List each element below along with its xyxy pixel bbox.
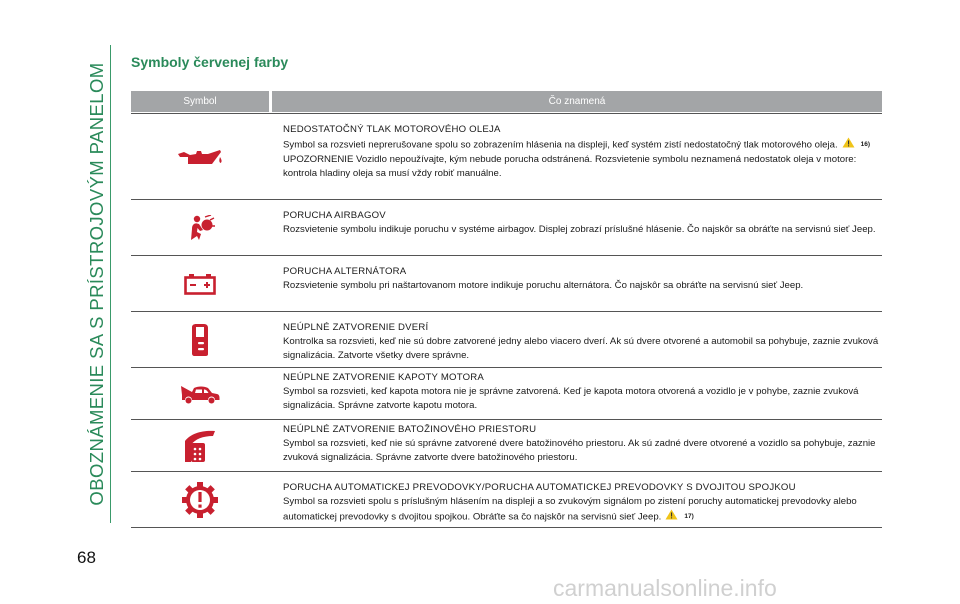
table-row <box>131 199 882 255</box>
row-body: Symbol sa rozsvieti, keď nie sú správne zatvorené dvere batožinového priestoru. Ak sú zadné dvere otvorené a vozidlo sa pohybuje, zaznie zvuková signalizácia. Správne zatvorte dvere batožinového priestoru. <box>283 438 876 463</box>
liftgate-open-icon <box>131 420 269 471</box>
row-text <box>283 481 881 525</box>
table-bottom-rule <box>131 527 882 528</box>
table-row <box>131 419 882 471</box>
row-title: PORUCHA AIRBAGOV <box>283 210 386 221</box>
row-text <box>283 265 881 293</box>
table-row <box>131 311 882 367</box>
table-row <box>131 367 882 419</box>
row-title: PORUCHA AUTOMATICKEJ PREVODOVKY/PORUCHA AUTOMATICKEJ PREVODOVKY S DVOJITOU SPOJKOU <box>283 482 796 493</box>
transmission-fault-icon <box>131 472 269 528</box>
row-text <box>283 423 881 465</box>
row-title: NEDOSTATOČNÝ TLAK MOTOROVÉHO OLEJA <box>283 124 501 135</box>
reference-note: 17) <box>684 513 694 520</box>
table-row <box>131 113 882 199</box>
chapter-title: OBOZNÁMENIE SA S PRÍSTROJOVÝM PANELOM <box>86 62 107 506</box>
page-number: 68 <box>77 548 96 567</box>
row-body: Kontrolka sa rozsvieti, keď nie sú dobre zatvorené jedny alebo viacero dverí. Ak sú dvere otvorené a automobil sa pohybuje, zaznie zvuková signalizácia. Zatvorte všetky dvere správne. <box>283 336 879 361</box>
row-body: Symbol sa rozsvieti spolu s príslušným hlásením na displeji a so zvukovým signálom po zistení poruchy automatickej prevodovky alebo automatickej prevodovky s dvojitou spojkou. Obráťte sa čo najskôr na servisnú sieť Jeep. <box>283 496 857 523</box>
warning-triangle-icon <box>665 509 678 525</box>
section-heading: Symboly červenej farby <box>131 54 289 70</box>
row-note: UPOZORNENIE Vozidlo nepoužívajte, kým nebude porucha odstránená. Rozsvietenie symbolu neznamená nedostatok oleja v motore: kontrola hladiny oleja sa musí vždy robiť manuálne. <box>283 154 857 179</box>
row-title: NEÚPLNE ZATVORENIE KAPOTY MOTORA <box>283 372 484 383</box>
watermark: carmanualsonline.info <box>553 575 777 601</box>
column-header-symbol: Symbol <box>131 91 269 112</box>
row-body: Rozsvietenie symbolu indikuje poruchu v systéme airbagov. Displej zobrazí príslušné hlásenie. Čo najskôr sa obráťte na servisnú sieť Jeep. <box>283 224 876 235</box>
row-text <box>283 123 881 181</box>
row-text <box>283 209 881 237</box>
row-body: Symbol sa rozsvieti, keď kapota motora nie je správne zatvorená. Keď je kapota motora otvorená a vozidlo je v pohybe, zaznie zvuková signalizácia. Správne zatvorte kapotu motora. <box>283 386 859 411</box>
reference-note: 16) <box>860 141 871 148</box>
hood-open-icon <box>131 368 269 419</box>
table-row <box>131 255 882 311</box>
warning-triangle-icon <box>842 137 855 153</box>
row-title: NEÚPLNÉ ZATVORENIE BATOŽINOVÉHO PRIESTORU <box>283 424 537 435</box>
row-text <box>283 371 881 413</box>
row-text <box>283 321 881 363</box>
row-body: Symbol sa rozsvieti neprerušovane spolu so zobrazením hlásenia na displeji, keď systém zistí nedostatočný tlak motorového oleja. <box>283 139 838 151</box>
chapter-rule <box>110 45 111 523</box>
oil-can-icon <box>131 114 269 199</box>
door-open-icon <box>131 312 269 367</box>
column-header-meaning: Čo znamená <box>272 91 882 112</box>
battery-icon <box>131 256 269 311</box>
row-title: NEÚPLNÉ ZATVORENIE DVERÍ <box>283 322 429 333</box>
row-title: PORUCHA ALTERNÁTORA <box>283 266 407 277</box>
table-row <box>131 471 882 528</box>
airbag-icon <box>131 200 269 255</box>
row-body: Rozsvietenie symbolu pri naštartovanom motore indikuje poruchu alternátora. Čo najskôr sa obráťte na servisnú sieť Jeep. <box>283 280 804 291</box>
